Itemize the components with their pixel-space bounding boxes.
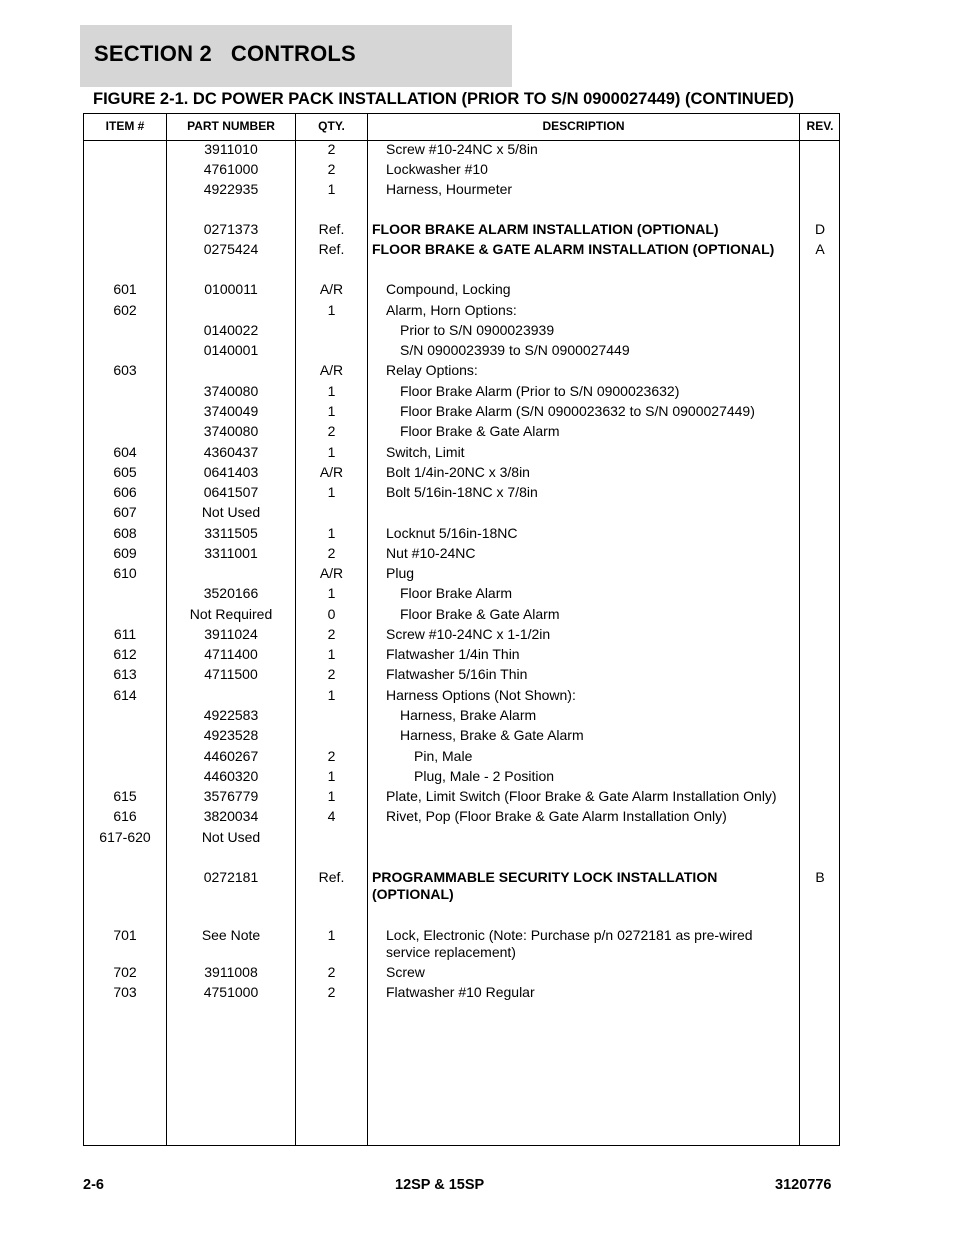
- description-cell: Floor Brake & Gate Alarm: [400, 606, 560, 622]
- description-cell: Plug: [386, 565, 415, 581]
- description-cell: Pin, Male: [414, 748, 473, 764]
- qty-cell: 2: [327, 545, 336, 561]
- part-number-cell: 4922583: [203, 707, 259, 723]
- description-cell: Switch, Limit: [386, 444, 465, 460]
- qty-cell: 1: [327, 302, 336, 318]
- part-number-cell: 4460267: [203, 748, 259, 764]
- figure-title: FIGURE 2-1. DC POWER PACK INSTALLATION (PRIOR TO S/N 0900027449) (CONTINUED): [93, 90, 795, 108]
- item-cell: 616: [113, 808, 137, 824]
- part-number-cell: 4922935: [203, 181, 259, 197]
- part-number-cell: 3911024: [204, 626, 258, 642]
- qty-cell: Ref.: [318, 241, 345, 257]
- qty-cell: 1: [327, 585, 336, 601]
- qty-cell: 2: [327, 666, 336, 682]
- qty-cell: 1: [327, 687, 336, 703]
- qty-cell: Ref.: [318, 869, 345, 885]
- item-cell: 604: [113, 444, 137, 460]
- column-header-item: ITEM #: [105, 119, 145, 133]
- item-cell: 602: [113, 302, 137, 318]
- part-number-cell: 0641507: [203, 484, 259, 500]
- column-header-rev: REV.: [806, 119, 834, 133]
- column-header-description: DESCRIPTION: [542, 119, 625, 133]
- part-number-cell: 3576779: [203, 788, 259, 804]
- item-cell: 603: [113, 362, 137, 378]
- part-number-cell: 4761000: [203, 161, 259, 177]
- item-cell: 611: [113, 626, 137, 642]
- qty-cell: 1: [327, 181, 336, 197]
- part-number-cell: See Note: [201, 927, 261, 943]
- column-header-part-number: PART NUMBER: [187, 119, 275, 133]
- description-cell: Bolt 1/4in-20NC x 3/8in: [386, 464, 530, 480]
- item-cell: 613: [113, 666, 137, 682]
- parts-table: [83, 113, 840, 1146]
- qty-cell: 1: [327, 383, 336, 399]
- item-cell: 615: [113, 788, 137, 804]
- qty-cell: A/R: [319, 464, 344, 480]
- item-cell: 610: [113, 565, 137, 581]
- part-number-cell: 3740049: [203, 403, 259, 419]
- part-number-cell: 0140001: [203, 342, 259, 358]
- qty-cell: 1: [327, 788, 336, 804]
- description-cell: Floor Brake Alarm: [400, 585, 513, 601]
- part-number-cell: Not Required: [189, 606, 273, 622]
- qty-cell: 1: [327, 525, 336, 541]
- part-number-cell: 0271373: [203, 221, 259, 237]
- item-cell: 702: [113, 964, 137, 980]
- part-number-cell: 4923528: [203, 727, 259, 743]
- part-number-cell: 3311505: [204, 525, 258, 541]
- page-number: 2-6: [83, 1177, 104, 1193]
- part-number-cell: 3911008: [204, 964, 258, 980]
- part-number-cell: 3820034: [203, 808, 259, 824]
- description-cell: Harness, Brake Alarm: [400, 707, 537, 723]
- description-cell: Relay Options:: [386, 362, 478, 378]
- document-number: 3120776: [775, 1177, 832, 1193]
- qty-cell: 2: [327, 141, 336, 157]
- description-cell: Harness, Brake & Gate Alarm: [400, 727, 584, 743]
- part-number-cell: 0641403: [203, 464, 259, 480]
- part-number-cell: Not Used: [201, 829, 261, 845]
- part-number-cell: 4711400: [204, 646, 258, 662]
- description-cell: PROGRAMMABLE SECURITY LOCK INSTALLATION (OPTIONAL): [372, 869, 718, 902]
- qty-cell: 1: [327, 444, 336, 460]
- rev-cell: B: [815, 869, 825, 885]
- description-cell: Plate, Limit Switch (Floor Brake & Gate Alarm Installation Only): [386, 788, 777, 804]
- description-cell: Compound, Locking: [386, 281, 511, 297]
- description-cell: S/N 0900023939 to S/N 0900027449: [400, 342, 630, 358]
- qty-cell: 0: [327, 606, 336, 622]
- qty-cell: 1: [327, 768, 336, 784]
- qty-cell: 1: [327, 646, 336, 662]
- item-cell: 617-620: [99, 829, 151, 845]
- item-cell: 606: [113, 484, 137, 500]
- item-cell: 607: [113, 504, 137, 520]
- qty-cell: 2: [327, 748, 336, 764]
- part-number-cell: 3911010: [204, 141, 258, 157]
- item-cell: 608: [113, 525, 137, 541]
- item-cell: 612: [113, 646, 137, 662]
- model-name: 12SP & 15SP: [395, 1177, 485, 1193]
- part-number-cell: 3740080: [203, 423, 259, 439]
- qty-cell: 1: [327, 403, 336, 419]
- qty-cell: 4: [327, 808, 336, 824]
- part-number-cell: 0275424: [203, 241, 259, 257]
- qty-cell: Ref.: [318, 221, 345, 237]
- description-cell: Locknut 5/16in-18NC: [386, 525, 518, 541]
- part-number-cell: Not Used: [201, 504, 261, 520]
- section-header-band: [80, 25, 512, 87]
- part-number-cell: 3520166: [203, 585, 259, 601]
- description-cell: Lockwasher #10: [386, 161, 488, 177]
- part-number-cell: 4711500: [204, 666, 258, 682]
- part-number-cell: 4360437: [203, 444, 259, 460]
- rev-cell: A: [815, 241, 825, 257]
- description-cell: Plug, Male - 2 Position: [414, 768, 555, 784]
- description-cell: Harness, Hourmeter: [386, 181, 513, 197]
- part-number-cell: 3740080: [203, 383, 259, 399]
- column-header-qty: QTY.: [318, 119, 345, 133]
- section-title: SECTION 2 CONTROLS: [94, 41, 356, 66]
- description-cell: Screw #10-24NC x 1-1/2in: [386, 626, 551, 642]
- description-cell: Bolt 5/16in-18NC x 7/8in: [386, 484, 538, 500]
- part-number-cell: 0272181: [203, 869, 259, 885]
- description-cell: Flatwasher 1/4in Thin: [386, 646, 520, 662]
- item-cell: 703: [113, 984, 137, 1000]
- item-cell: 601: [113, 281, 137, 297]
- qty-cell: 2: [327, 984, 336, 1000]
- description-cell: Screw: [386, 964, 425, 980]
- item-cell: 609: [113, 545, 137, 561]
- part-number-cell: 3311001: [204, 545, 258, 561]
- description-cell: Flatwasher #10 Regular: [386, 984, 535, 1000]
- part-number-cell: 4460320: [203, 768, 259, 784]
- part-number-cell: 0140022: [203, 322, 259, 338]
- qty-cell: A/R: [319, 362, 344, 378]
- description-cell: Prior to S/N 0900023939: [400, 322, 555, 338]
- description-cell: Flatwasher 5/16in Thin: [386, 666, 528, 682]
- part-number-cell: 0100011: [204, 281, 258, 297]
- part-number-cell: 4751000: [203, 984, 259, 1000]
- description-cell: Floor Brake & Gate Alarm: [400, 423, 560, 439]
- description-cell: Floor Brake Alarm (S/N 0900023632 to S/N 0900027449): [400, 403, 755, 419]
- qty-cell: 2: [327, 964, 336, 980]
- item-cell: 614: [113, 687, 137, 703]
- qty-cell: 2: [327, 626, 336, 642]
- description-cell: Harness Options (Not Shown):: [386, 687, 576, 703]
- description-cell: Alarm, Horn Options:: [386, 302, 517, 318]
- description-cell: FLOOR BRAKE ALARM INSTALLATION (OPTIONAL): [372, 221, 719, 237]
- item-cell: 701: [113, 927, 137, 943]
- qty-cell: 2: [327, 423, 336, 439]
- qty-cell: 1: [327, 484, 336, 500]
- item-cell: 605: [113, 464, 137, 480]
- column-divider: [367, 114, 368, 1145]
- description-cell: Rivet, Pop (Floor Brake & Gate Alarm Installation Only): [386, 808, 727, 824]
- rev-cell: D: [814, 221, 826, 237]
- description-cell: Screw #10-24NC x 5/8in: [386, 141, 538, 157]
- description-cell: Floor Brake Alarm (Prior to S/N 0900023632): [400, 383, 680, 399]
- qty-cell: A/R: [319, 565, 344, 581]
- qty-cell: 1: [327, 927, 336, 943]
- description-cell: Lock, Electronic (Note: Purchase p/n 0272181 as pre-wired service replacement): [386, 927, 753, 960]
- qty-cell: 2: [327, 161, 336, 177]
- description-cell: FLOOR BRAKE & GATE ALARM INSTALLATION (OPTIONAL): [372, 241, 775, 257]
- description-cell: Nut #10-24NC: [386, 545, 476, 561]
- qty-cell: A/R: [319, 281, 344, 297]
